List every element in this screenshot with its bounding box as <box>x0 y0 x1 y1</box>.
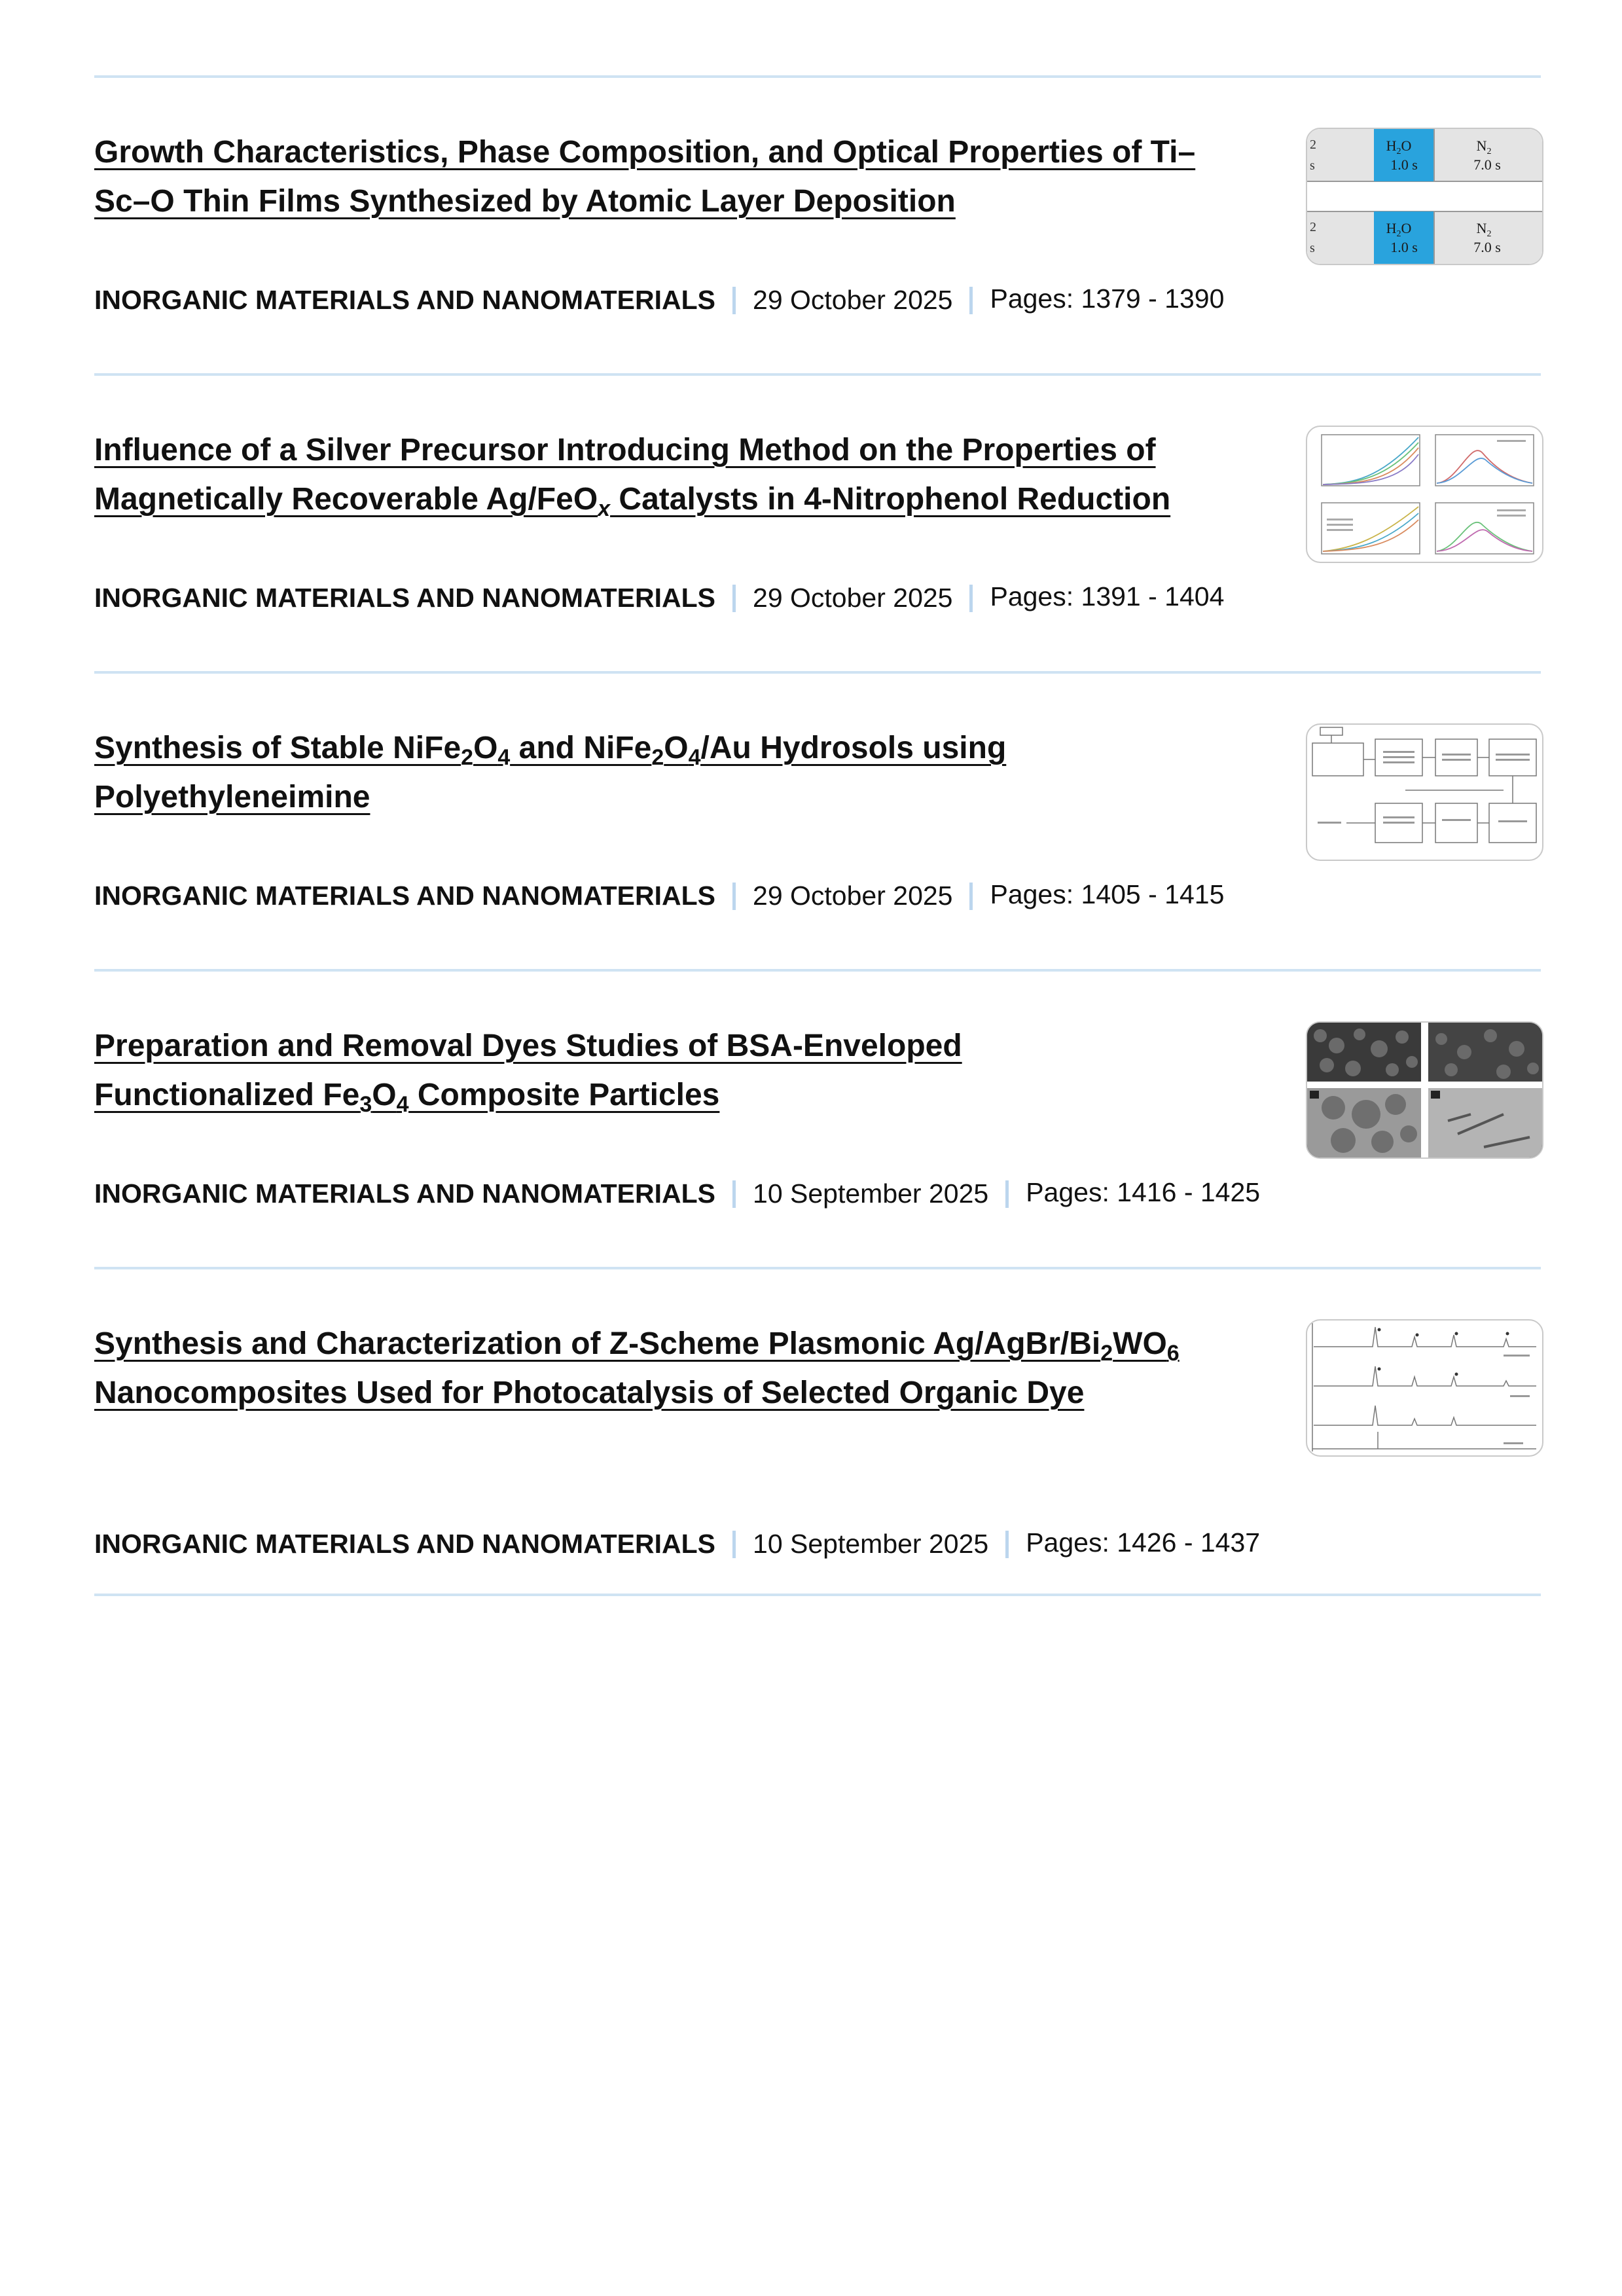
separator <box>732 585 736 612</box>
article-title-link[interactable]: Growth Characteristics, Phase Composition, and Optical Properties of Ti–Sc–O Thin Films Synthesized by Atomic Layer Deposition <box>94 135 1196 219</box>
separator <box>732 883 736 910</box>
svg-text:1.0 s: 1.0 s <box>1390 156 1418 173</box>
article-meta <box>94 285 1224 316</box>
journal-name[interactable]: INORGANIC MATERIALS AND NANOMATERIALS <box>94 583 716 613</box>
svg-text:7.0 s: 7.0 s <box>1473 156 1501 173</box>
article-thumbnail[interactable] <box>1306 128 1543 265</box>
divider <box>94 671 1541 674</box>
article-title-link[interactable]: Influence of a Silver Precursor Introducing Method on the Properties of Magnetically Recoverable Ag/FeO$_x$ Catalysts in 4-Nitrophenol Reduction <box>94 433 1171 521</box>
article-title[interactable] <box>94 723 1089 822</box>
journal-name[interactable]: INORGANIC MATERIALS AND NANOMATERIALS <box>94 1178 716 1209</box>
journal-name[interactable]: INORGANIC MATERIALS AND NANOMATERIALS <box>94 881 716 911</box>
article-title[interactable] <box>94 128 1272 226</box>
separator <box>969 883 973 910</box>
svg-text:N2: $N_2$ <box>1476 220 1492 239</box>
separator <box>732 1180 736 1208</box>
article-title-link[interactable]: Preparation and Removal Dyes Studies of BSA-Enveloped Functionalized $Fe_3O_4$ Composite Particles <box>94 1029 962 1117</box>
svg-text:1.0 s: 1.0 s <box>1390 239 1418 255</box>
page-range: Pages: 1379 - 1390 <box>990 283 1225 314</box>
svg-text:N2: $N_2$ <box>1476 137 1492 156</box>
separator <box>1005 1531 1009 1558</box>
page-range: Pages: 1391 - 1404 <box>990 581 1225 611</box>
svg-text:s: s <box>1310 241 1315 255</box>
separator <box>732 1531 736 1558</box>
article-title[interactable] <box>94 426 1272 524</box>
journal-name[interactable]: INORGANIC MATERIALS AND NANOMATERIALS <box>94 285 716 315</box>
svg-text:7.0 s: 7.0 s <box>1473 239 1501 255</box>
divider <box>94 1594 1541 1596</box>
separator <box>1005 1180 1009 1208</box>
page-range: Pages: 1405 - 1415 <box>990 879 1225 909</box>
article-title-link[interactable]: Synthesis and Characterization of Z-Scheme Plasmonic $Ag/AgBr/Bi_2WO_6$ Nanocomposites Used for Photocatalysis of Selected Organic Dye <box>94 1326 1180 1410</box>
publication-date: 29 October 2025 <box>753 285 953 315</box>
journal-name[interactable]: INORGANIC MATERIALS AND NANOMATERIALS <box>94 1529 716 1559</box>
svg-text:H2O: $H_2O$ <box>1386 220 1412 239</box>
separator <box>969 585 973 612</box>
publication-date: 29 October 2025 <box>753 583 953 613</box>
page-range: Pages: 1416 - 1425 <box>1026 1177 1261 1207</box>
divider <box>94 75 1541 78</box>
divider <box>94 1267 1541 1269</box>
article-meta <box>94 1178 1260 1209</box>
svg-text:2: 2 <box>1310 220 1316 234</box>
publication-date: 10 September 2025 <box>753 1178 989 1209</box>
thumb-left-fragment: 2 <box>1310 137 1316 152</box>
article-title[interactable] <box>94 1319 1220 1417</box>
article-meta <box>94 881 1224 911</box>
divider <box>94 373 1541 376</box>
svg-text:s: s <box>1310 158 1315 173</box>
publication-date: 29 October 2025 <box>753 881 953 911</box>
article-thumbnail[interactable] <box>1306 426 1543 563</box>
article-thumbnail[interactable] <box>1306 723 1543 861</box>
article-title-link[interactable]: Synthesis of Stable $NiFe_2O_4$ and $NiFe_2O_4/Au$ Hydrosols using Polyethyleneimine <box>94 731 1007 814</box>
separator <box>969 287 973 314</box>
article-meta <box>94 1529 1260 1559</box>
page-range: Pages: 1426 - 1437 <box>1026 1527 1261 1558</box>
article-title[interactable] <box>94 1021 1076 1120</box>
divider <box>94 969 1541 972</box>
svg-text:H2O: $H_2O$ <box>1386 137 1412 156</box>
publication-date: 10 September 2025 <box>753 1529 989 1559</box>
separator <box>732 287 736 314</box>
article-thumbnail[interactable] <box>1306 1319 1543 1457</box>
article-meta <box>94 583 1224 613</box>
article-thumbnail[interactable] <box>1306 1021 1543 1159</box>
